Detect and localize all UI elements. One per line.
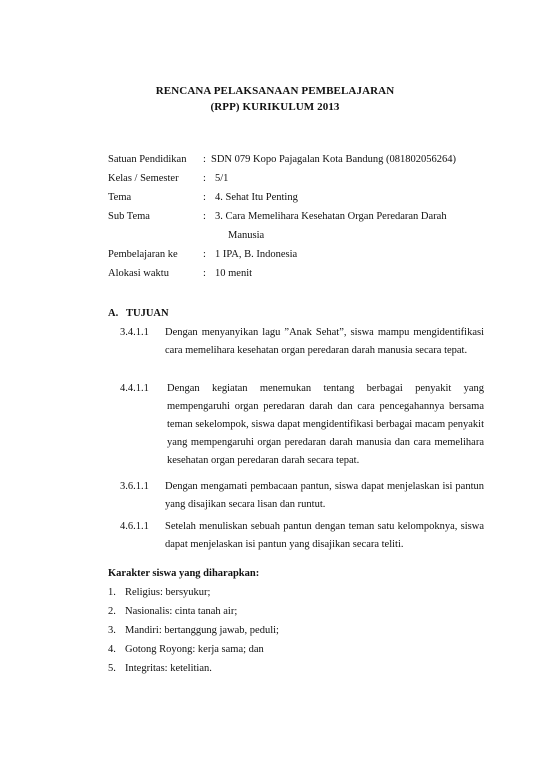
colon: : — [203, 173, 206, 184]
identity-label: Alokasi waktu — [108, 268, 169, 279]
list-item — [108, 587, 279, 606]
goal-item — [120, 324, 484, 360]
colon: : — [203, 249, 206, 260]
goal-code: 3.6.1.1 — [120, 481, 149, 492]
goal-code: 3.4.1.1 — [120, 327, 149, 338]
goal-item — [120, 478, 484, 514]
section-a-heading — [108, 308, 169, 319]
goal-code: 4.6.1.1 — [120, 521, 149, 532]
goal-text: Setelah menuliskan sebuah pantun dengan teman satu kelompoknya, siswa dapat menjelaskan isi pantun yang disajikan secara teliti. — [165, 521, 484, 550]
identity-value: 5/1 — [215, 173, 229, 184]
section-title: TUJUAN — [126, 308, 169, 319]
list-item — [108, 663, 279, 682]
list-item — [108, 606, 279, 625]
identity-value: 1 IPA, B. Indonesia — [215, 249, 298, 260]
goal-code: 4.4.1.1 — [120, 383, 149, 394]
document-title-line-1: RENCANA PELAKSANAAN PEMBELAJARAN — [155, 85, 395, 97]
identity-value-continuation: Manusia — [228, 230, 265, 241]
list-text: Integritas: ketelitian. — [125, 663, 212, 674]
list-item — [108, 644, 279, 663]
list-text: Religius: bersyukur; — [125, 587, 211, 598]
goal-item — [120, 518, 484, 554]
identity-value: 4. Sehat Itu Penting — [215, 192, 298, 203]
identity-label: Satuan Pendidikan — [108, 154, 187, 165]
colon: : — [203, 154, 206, 165]
list-text: Gotong Royong: kerja sama; dan — [125, 644, 264, 655]
colon: : — [203, 268, 206, 279]
document-title-line-2: (RPP) KURIKULUM 2013 — [210, 101, 340, 113]
goal-text: Dengan mengamati pembacaan pantun, siswa dapat menjelaskan isi pantun yang disajikan secara lisan dan runtut. — [165, 481, 484, 510]
identity-label: Pembelajaran ke — [108, 249, 178, 260]
goal-text: Dengan kegiatan menemukan tentang berbagai penyakit yang mempengaruhi organ peredaran darah dan cara pencegahannya bersama teman sekelompok, siswa dapat mengidentifikasi berbagai macam penyakit yang mempengaruhi organ peredaran darah manusia dan cara memelihara kesehatan organ peredaran darah secara tepat. — [167, 383, 484, 466]
colon: : — [203, 192, 206, 203]
identity-label: Tema — [108, 192, 132, 203]
identity-label: Kelas / Semester — [108, 173, 179, 184]
list-item — [108, 625, 279, 644]
list-number: 2. — [108, 606, 116, 617]
identity-value: SDN 079 Kopo Pajagalan Kota Bandung (081802056264) — [211, 154, 456, 165]
identity-value: 3. Cara Memelihara Kesehatan Organ Peredaran Darah — [215, 211, 447, 222]
list-number: 1. — [108, 587, 116, 598]
list-number: 4. — [108, 644, 116, 655]
character-heading: Karakter siswa yang diharapkan: — [108, 568, 260, 579]
goal-text: Dengan menyanyikan lagu ”Anak Sehat”, siswa mampu mengidentifikasi cara memelihara kesehatan organ peredaran darah manusia secara tepat. — [165, 327, 484, 356]
list-text: Mandiri: bertanggung jawab, peduli; — [125, 625, 279, 636]
identity-label: Sub Tema — [108, 211, 150, 222]
list-number: 5. — [108, 663, 116, 674]
goal-item — [120, 380, 484, 470]
character-list — [108, 587, 279, 682]
colon: : — [203, 211, 206, 222]
list-text: Nasionalis: cinta tanah air; — [125, 606, 238, 617]
section-letter: A. — [108, 308, 119, 319]
list-number: 3. — [108, 625, 116, 636]
identity-value: 10 menit — [215, 268, 253, 279]
